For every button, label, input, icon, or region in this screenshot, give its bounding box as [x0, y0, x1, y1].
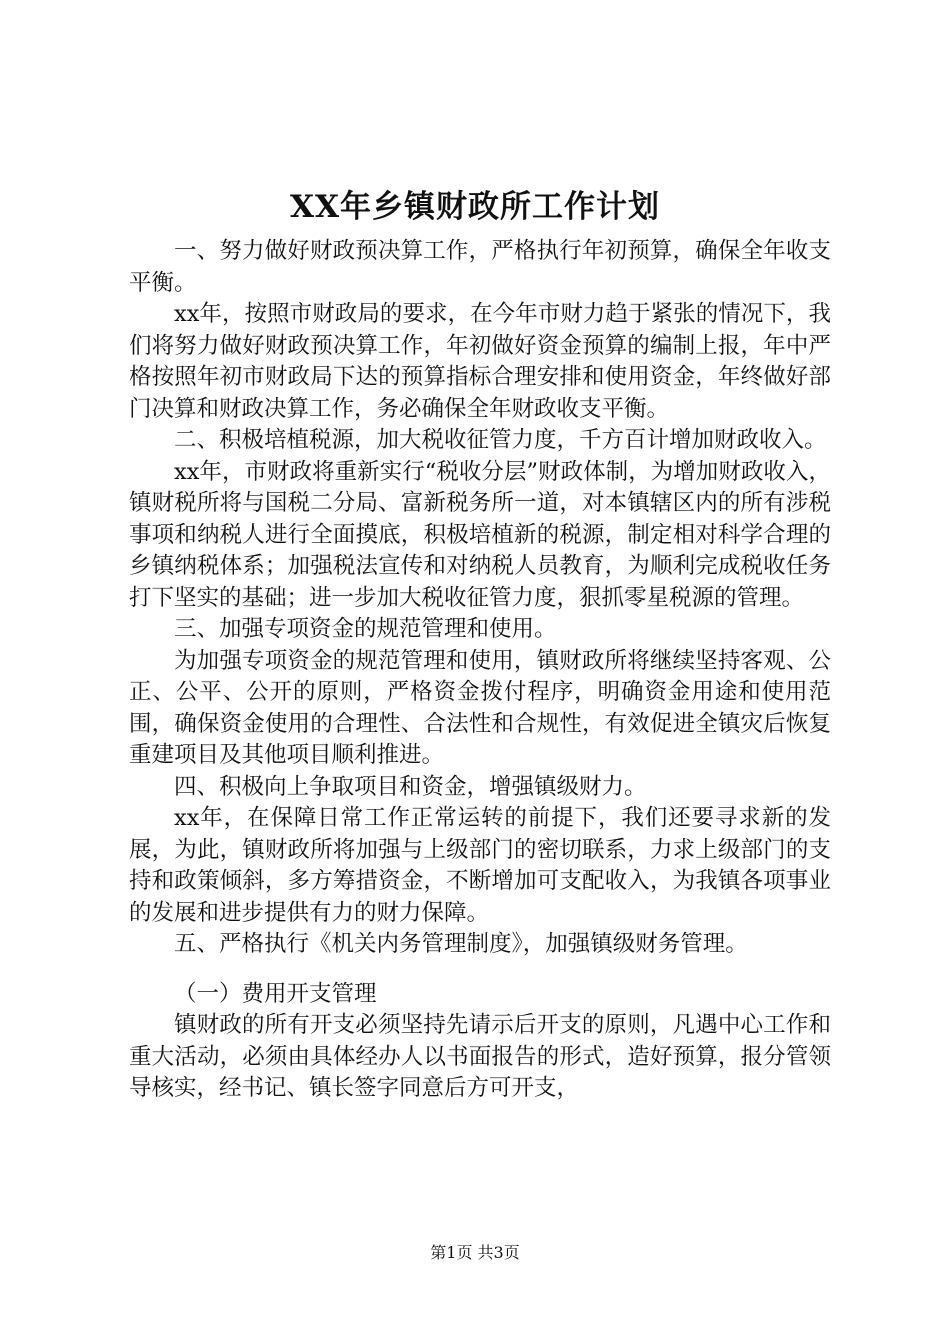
paragraph-4: xx年，在保障日常工作正常运转的前提下，我们还要寻求新的发展，为此，镇财政所将加强与上级部门的密切联系，力求上级部门的支持和政策倾斜，多方筹措资金，不断增加可支配收入，为我镇各项事业的发展和进步提供有力的财力保障。 — [129, 805, 831, 926]
paragraph-3: 为加强专项资金的规范管理和使用，镇财政所将继续坚持客观、公正、公平、公开的原则，严格资金拨付程序，明确资金用途和使用范围，确保资金使用的合理性、合法性和合规性，有效促进全镇灾后恢复重建项目及其他项目顺利推进。 — [129, 647, 831, 768]
section-heading-3: 三、加强专项资金的规范管理和使用。 — [174, 616, 557, 642]
paragraph-2: xx年，市财政将重新实行“税收分层”财政体制，为增加财政收入，镇财税所将与国税二分局、富新税务所一道，对本镇辖区内的所有涉税事项和纳税人进行全面摸底，积极培植新的税源，制定相对科学合理的乡镇纳税体系；加强税法宣传和对纳税人员教育，为顺利完成税收任务打下坚实的基础；进一步加大税收征管力度，狠抓零星税源的管理。 — [129, 458, 831, 611]
section-heading-1: 一、努力做好财政预决算工作，严格执行年初预算，确保全年收支平衡。 — [129, 238, 831, 296]
section-heading-5: 五、严格执行《机关内务管理制度》，加强镇级财务管理。 — [174, 931, 748, 957]
paragraph-5: 镇财政的所有开支必须坚持先请示后开支的原则，凡遇中心工作和重大活动，必须由具体经办人以书面报告的形式，造好预算，报分管领导核实，经书记、镇长签字同意后方可开支， — [129, 1012, 831, 1101]
document-title: XX年乡镇财政所工作计划 — [289, 189, 661, 225]
page-number-footer: 第1页 共3页 — [430, 1243, 520, 1262]
section-heading-4: 四、积极向上争取项目和资金，增强镇级财力。 — [174, 773, 647, 800]
paragraph-1: xx年，按照市财政局的要求，在今年市财力趋于紧张的情况下，我们将努力做好财政预决算工作，年初做好资金预算的编制上报，年中严格按照年初市财政局下达的预算指标合理安排和使用资金，年终做好部门决算和财政决算工作，务必确保全年财政收支平衡。 — [129, 301, 831, 422]
subsection-heading-1: （一）费用开支管理 — [174, 980, 377, 1007]
section-heading-2: 二、积极培植税源，加大税收征管力度，千方百计增加财政收入。 — [174, 427, 827, 453]
document-body — [129, 236, 831, 1105]
